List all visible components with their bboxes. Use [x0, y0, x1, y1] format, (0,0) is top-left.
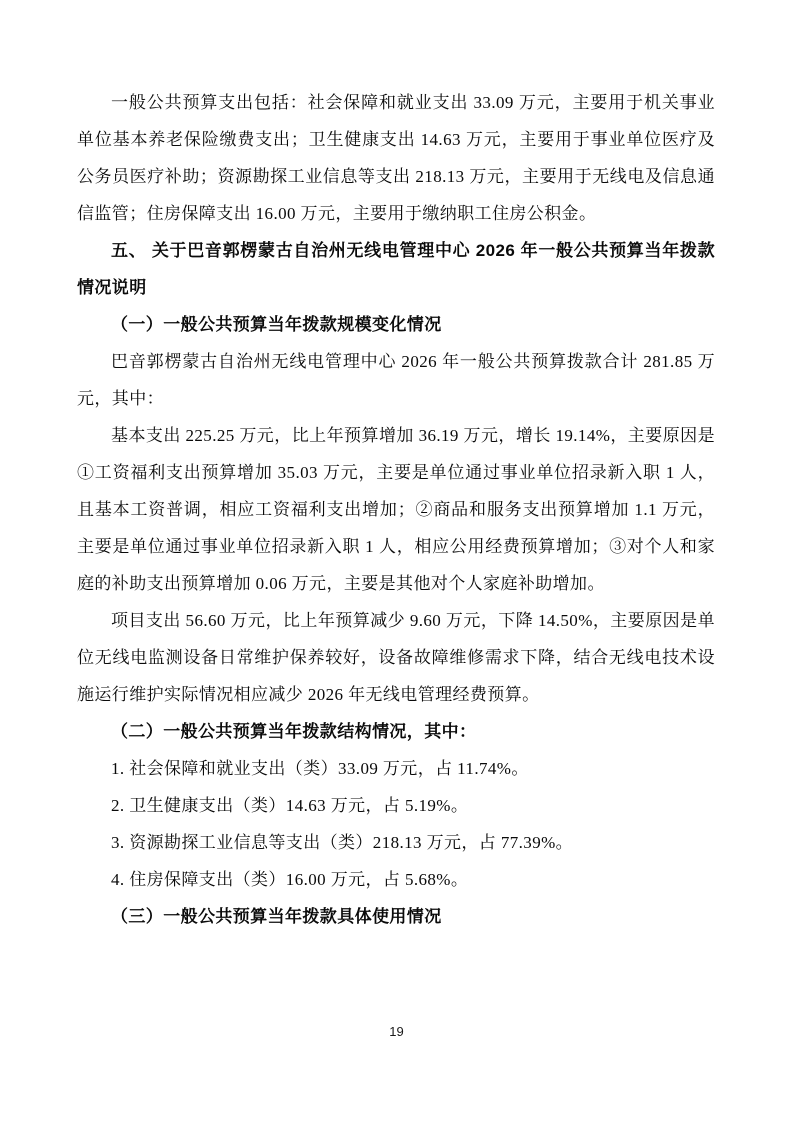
document-body [77, 84, 715, 935]
para-basic-expenditure-detail: 基本支出 225.25 万元，比上年预算增加 36.19 万元，增长 19.14%，主要原因是①工资福利支出预算增加 35.03 万元，主要是单位通过事业单位招录新入职 1 人，且基本工资普调，相应工资福利支出增加；②商品和服务支出预算增加 1.1 万元，主要是单位通过事业单位招录新入职 1 人，相应公用经费预算增加；③对个人和家庭的补助支出预算增加 0.06 万元，主要是其他对个人家庭补助增加。 [77, 426, 715, 593]
para-appropriation-total: 巴音郭楞蒙古自治州无线电管理中心 2026 年一般公共预算拨款合计 281.85 万元，其中： [77, 352, 715, 408]
heading-subsection-1-scale-change: （一）一般公共预算当年拨款规模变化情况 [111, 315, 442, 334]
para-budget-expenditure-summary: 一般公共预算支出包括：社会保障和就业支出 33.09 万元，主要用于机关事业单位基本养老保险缴费支出；卫生健康支出 14.63 万元，主要用于事业单位医疗及公务员医疗补助；资源勘探工业信息等支出 218.13 万元，主要用于无线电及信息通信监管；住房保障支出 16.00 万元，主要用于缴纳职工住房公积金。 [77, 93, 715, 223]
para-project-expenditure-detail: 项目支出 56.60 万元，比上年预算减少 9.60 万元，下降 14.50%，主要原因是单位无线电监测设备日常维护保养较好，设备故障维修需求下降，结合无线电技术设施运行维护实际情况相应减少 2026 年无线电管理经费预算。 [77, 611, 715, 704]
page-number: 19 [389, 1024, 404, 1039]
list-item-housing-security: 4. 住房保障支出（类）16.00 万元，占 5.68%。 [111, 870, 469, 889]
heading-section-5-appropriation-explanation: 五、 关于巴音郭楞蒙古自治州无线电管理中心 2026 年一般公共预算当年拨款情况说明 [77, 241, 715, 297]
list-item-social-security-employment: 1. 社会保障和就业支出（类）33.09 万元，占 11.74%。 [111, 759, 529, 778]
heading-subsection-3-specific-use: （三）一般公共预算当年拨款具体使用情况 [111, 907, 442, 926]
list-item-health: 2. 卫生健康支出（类）14.63 万元，占 5.19%。 [111, 796, 469, 815]
heading-subsection-2-structure: （二）一般公共预算当年拨款结构情况，其中： [111, 722, 477, 741]
list-item-resource-exploration-industry-info: 3. 资源勘探工业信息等支出（类）218.13 万元，占 77.39%。 [111, 833, 574, 852]
